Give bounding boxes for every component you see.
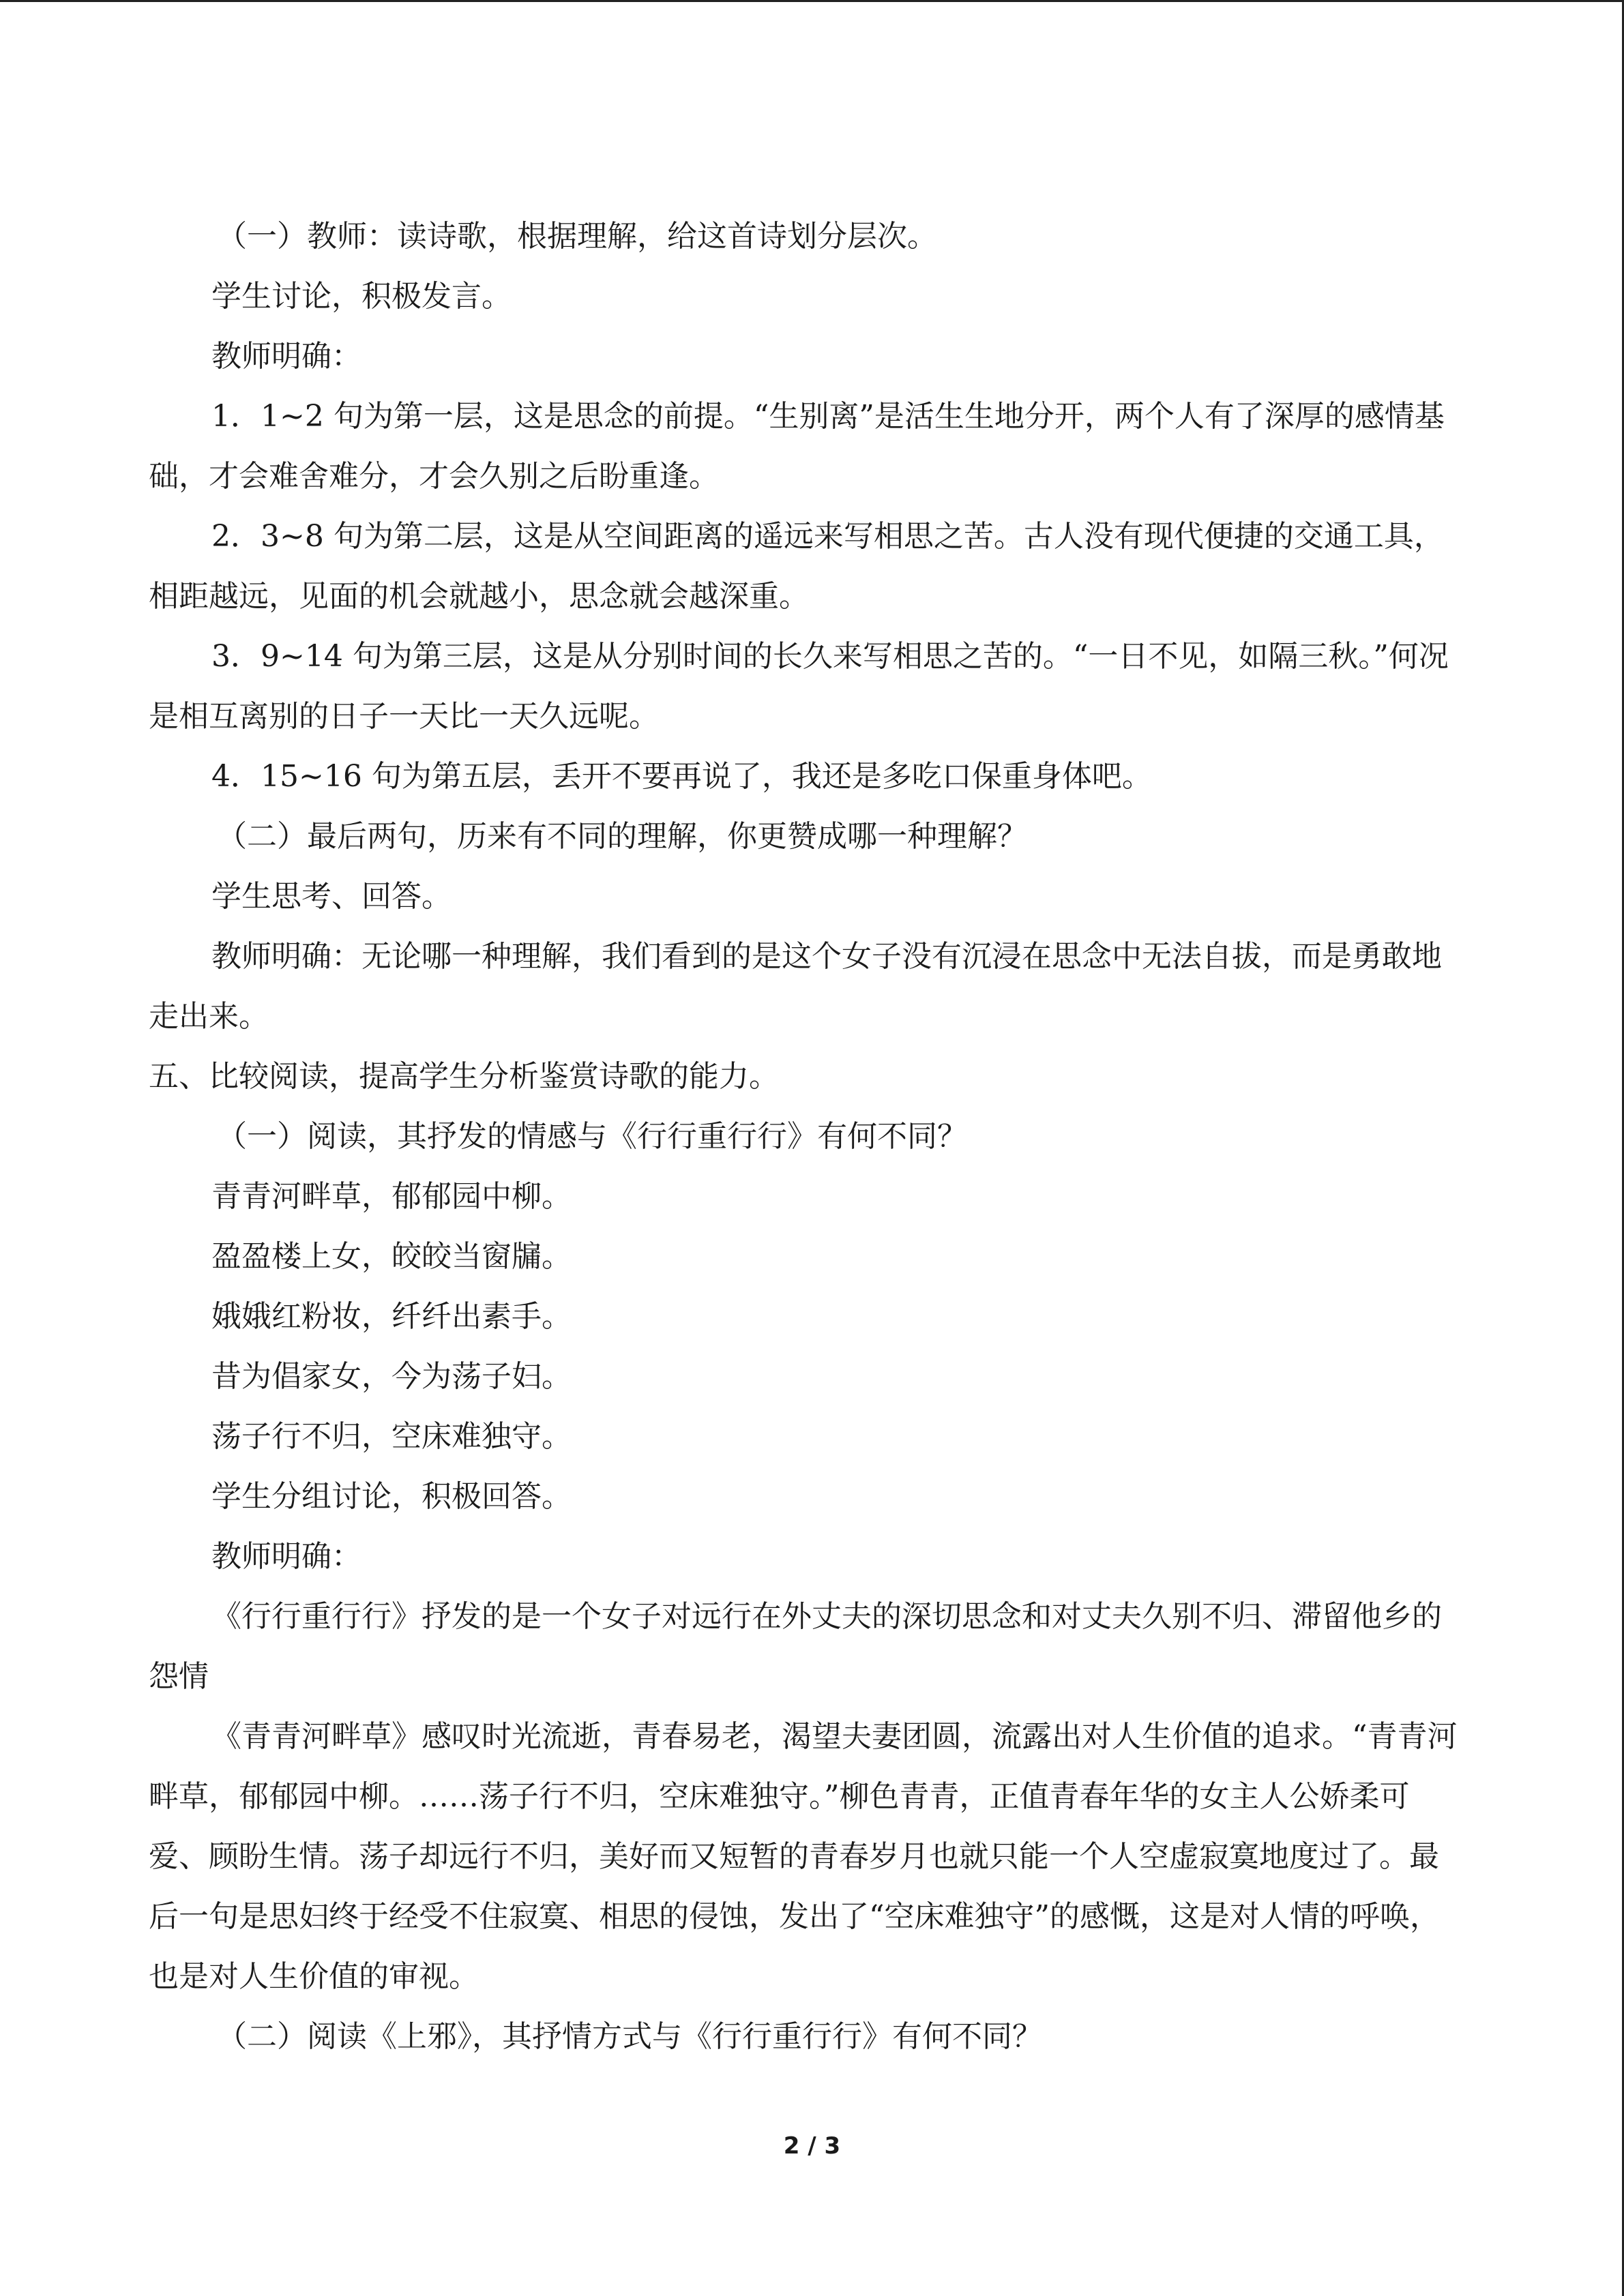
paragraph-xingxing-analysis: 《行行重行行》抒发的是一个女子对远行在外丈夫的深切思念和对丈夫久别不归、滞留他乡的怨情 bbox=[149, 1599, 1442, 1694]
paragraph-layer-2: 2．3~8 句为第二层，这是从空间距离的遥远来写相思之苦。古人没有现代便捷的交通工具，相距越远，见面的机会就越小，思念就会越深重。 bbox=[149, 519, 1444, 614]
paragraph-layer-1: 1．1~2 句为第一层，这是思念的前提。“生别离”是活生生地分开，两个人有了深厚的感情基础，才会难舍难分，才会久别之后盼重逢。 bbox=[149, 399, 1445, 494]
poem-line-3: 娥娥红粉妆，纤纤出素手。 bbox=[211, 1299, 572, 1334]
paragraph-student-discussion: 学生讨论，积极发言。 bbox=[211, 279, 512, 314]
paragraph-section-2-heading: （二）最后两句，历来有不同的理解，你更赞成哪一种理解？ bbox=[217, 819, 1027, 854]
paragraph-qingqing-analysis: 《青青河畔草》感叹时光流逝，青春易老，渴望夫妻团圆，流露出对人生价值的追求。“青青河畔草，郁郁园中柳。……荡子行不归，空床难独守。”柳色青青，正值青春年华的女主人公娇柔可爱、顾盼生情。荡子却远行不归，美好而又短暂的青春岁月也就只能一个人空虚寂寞地度过了。最后一句是思妇终于经受不住寂寞、相思的侵蚀，发出了“空床难独守”的感慨，这是对人情的呼唤，也是对人生价值的审视。 bbox=[149, 1719, 1458, 1994]
paragraph-section-1-heading: （一）教师：读诗歌，根据理解，给这首诗划分层次。 bbox=[217, 219, 937, 254]
paragraph-layer-3: 3．9~14 句为第三层，这是从分别时间的长久来写相思之苦的。“一日不见，如隔三秋。”何况是相互离别的日子一天比一天久远呢。 bbox=[149, 639, 1449, 734]
paragraph-group-discussion: 学生分组讨论，积极回答。 bbox=[211, 1479, 572, 1514]
poem-line-1: 青青河畔草，郁郁园中柳。 bbox=[211, 1179, 572, 1214]
paragraph-teacher-clarify-3: 教师明确： bbox=[211, 1539, 361, 1574]
poem-line-2: 盈盈楼上女，皎皎当窗牖。 bbox=[211, 1239, 572, 1274]
document-body bbox=[149, 207, 1458, 2067]
poem-line-5: 荡子行不归，空床难独守。 bbox=[211, 1419, 572, 1454]
heading-section-five: 五、比较阅读，提高学生分析鉴赏诗歌的能力。 bbox=[149, 1059, 779, 1094]
paragraph-teacher-clarify: 教师明确： bbox=[211, 339, 361, 374]
paragraph-student-think: 学生思考、回答。 bbox=[211, 879, 452, 914]
paragraph-compare-reading-2: （二）阅读《上邪》，其抒情方式与《行行重行行》有何不同？ bbox=[217, 2019, 1042, 2054]
paragraph-compare-reading-1: （一）阅读，其抒发的情感与《行行重行行》有何不同？ bbox=[217, 1119, 967, 1154]
page-number: 2 / 3 bbox=[783, 2132, 841, 2160]
paragraph-teacher-clarify-2: 教师明确：无论哪一种理解，我们看到的是这个女子没有沉浸在思念中无法自拔，而是勇敢地走出来。 bbox=[149, 939, 1442, 1034]
paragraph-layer-4: 4．15~16 句为第五层，丢开不要再说了，我还是多吃口保重身体吧。 bbox=[211, 759, 1152, 794]
poem-line-4: 昔为倡家女，今为荡子妇。 bbox=[211, 1359, 572, 1394]
